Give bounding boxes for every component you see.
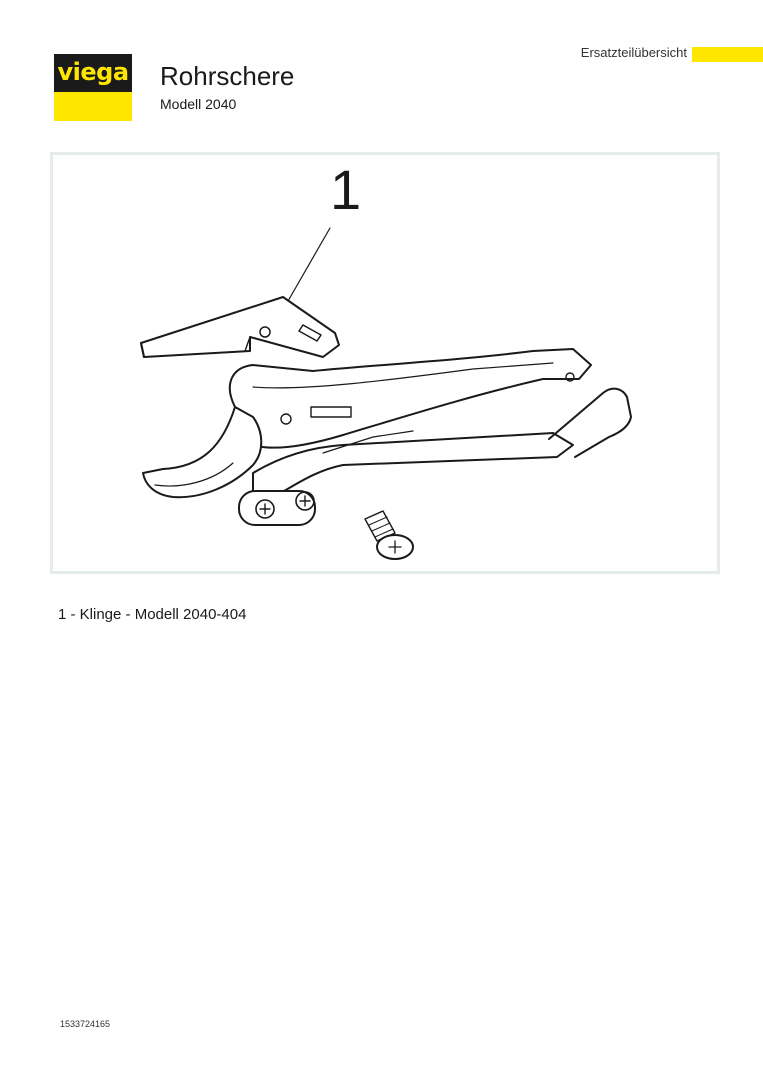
screw-part: [365, 511, 413, 559]
callout-number-1: 1: [330, 158, 362, 221]
model-subtitle: Modell 2040: [160, 96, 237, 112]
cutter-jaw: [143, 407, 261, 497]
document-type-accent-bar: [692, 47, 763, 62]
exploded-view-frame: [50, 152, 720, 574]
document-number: 1533724165: [60, 1019, 111, 1029]
pipe-cutter-drawing: [53, 155, 717, 571]
blade-part: [141, 297, 339, 357]
document-type-label: Ersatzteilübersicht: [580, 45, 687, 60]
parts-list-item: 1 - Klinge - Modell 2040-404: [58, 606, 247, 623]
page-title: Rohrschere: [160, 61, 295, 91]
viega-logo: [54, 54, 132, 121]
logo-wordmark: viega: [54, 54, 132, 92]
logo-yellow-block: [54, 92, 132, 121]
parts-legend: [58, 606, 246, 624]
pivot-plate: [239, 491, 315, 525]
